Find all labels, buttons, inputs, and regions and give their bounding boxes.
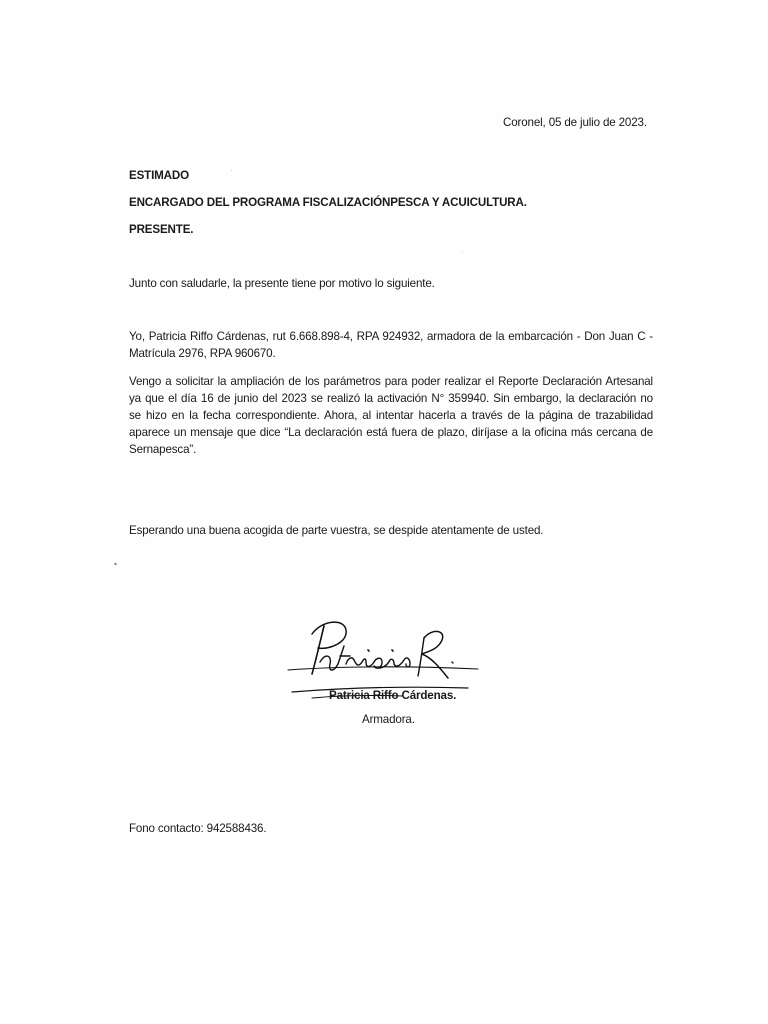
addressee-line-3: PRESENTE. <box>129 223 194 236</box>
signatory-role: Armadora. <box>362 713 415 726</box>
body-paragraph <box>129 373 653 458</box>
signatory-name: Patricia Riffo Cárdenas. <box>329 689 457 702</box>
addressee-line-2: ENCARGADO DEL PROGRAMA FISCALIZACIÓNPESCA Y ACUICULTURA. <box>129 196 527 209</box>
intro-line-1: Yo, Patricia Riffo Cárdenas, rut 6.668.898-4, RPA 924932, armadora de la embarcación - Don Juan C - <box>129 330 653 343</box>
addressee-line-1: ESTIMADO <box>129 169 189 182</box>
greeting-line: Junto con saludarle, la presente tiene por motivo lo siguiente. <box>129 277 435 290</box>
body-line-1: Vengo a solicitar la ampliación de los parámetros para poder realizar el Reporte Declaración Artesanal <box>129 375 653 388</box>
scan-speck <box>462 251 463 252</box>
body-line-4: aparece un mensaje que dice “La declaración está fuera de plazo, diríjase a la oficina más cercana de <box>129 426 653 439</box>
intro-paragraph <box>129 328 653 362</box>
scan-speck <box>231 170 232 171</box>
body-line-5: Sernapesca”. <box>129 443 197 456</box>
body-line-3: se hizo en la fecha correspondiente. Ahora, al intentar hacerla a través de la página de trazabilidad <box>129 409 653 422</box>
contact-phone: Fono contacto: 942588436. <box>129 822 267 835</box>
closing-line: Esperando una buena acogida de parte vuestra, se despide atentamente de usted. <box>129 524 544 537</box>
body-line-2: ya que el día 16 de junio del 2023 se realizó la activación N° 359940. Sin embargo, la declaración no <box>129 392 653 405</box>
scan-speck <box>114 562 118 565</box>
letter-date: Coronel, 05 de julio de 2023. <box>503 116 647 129</box>
intro-line-2: Matrícula 2976, RPA 960670. <box>129 347 276 360</box>
